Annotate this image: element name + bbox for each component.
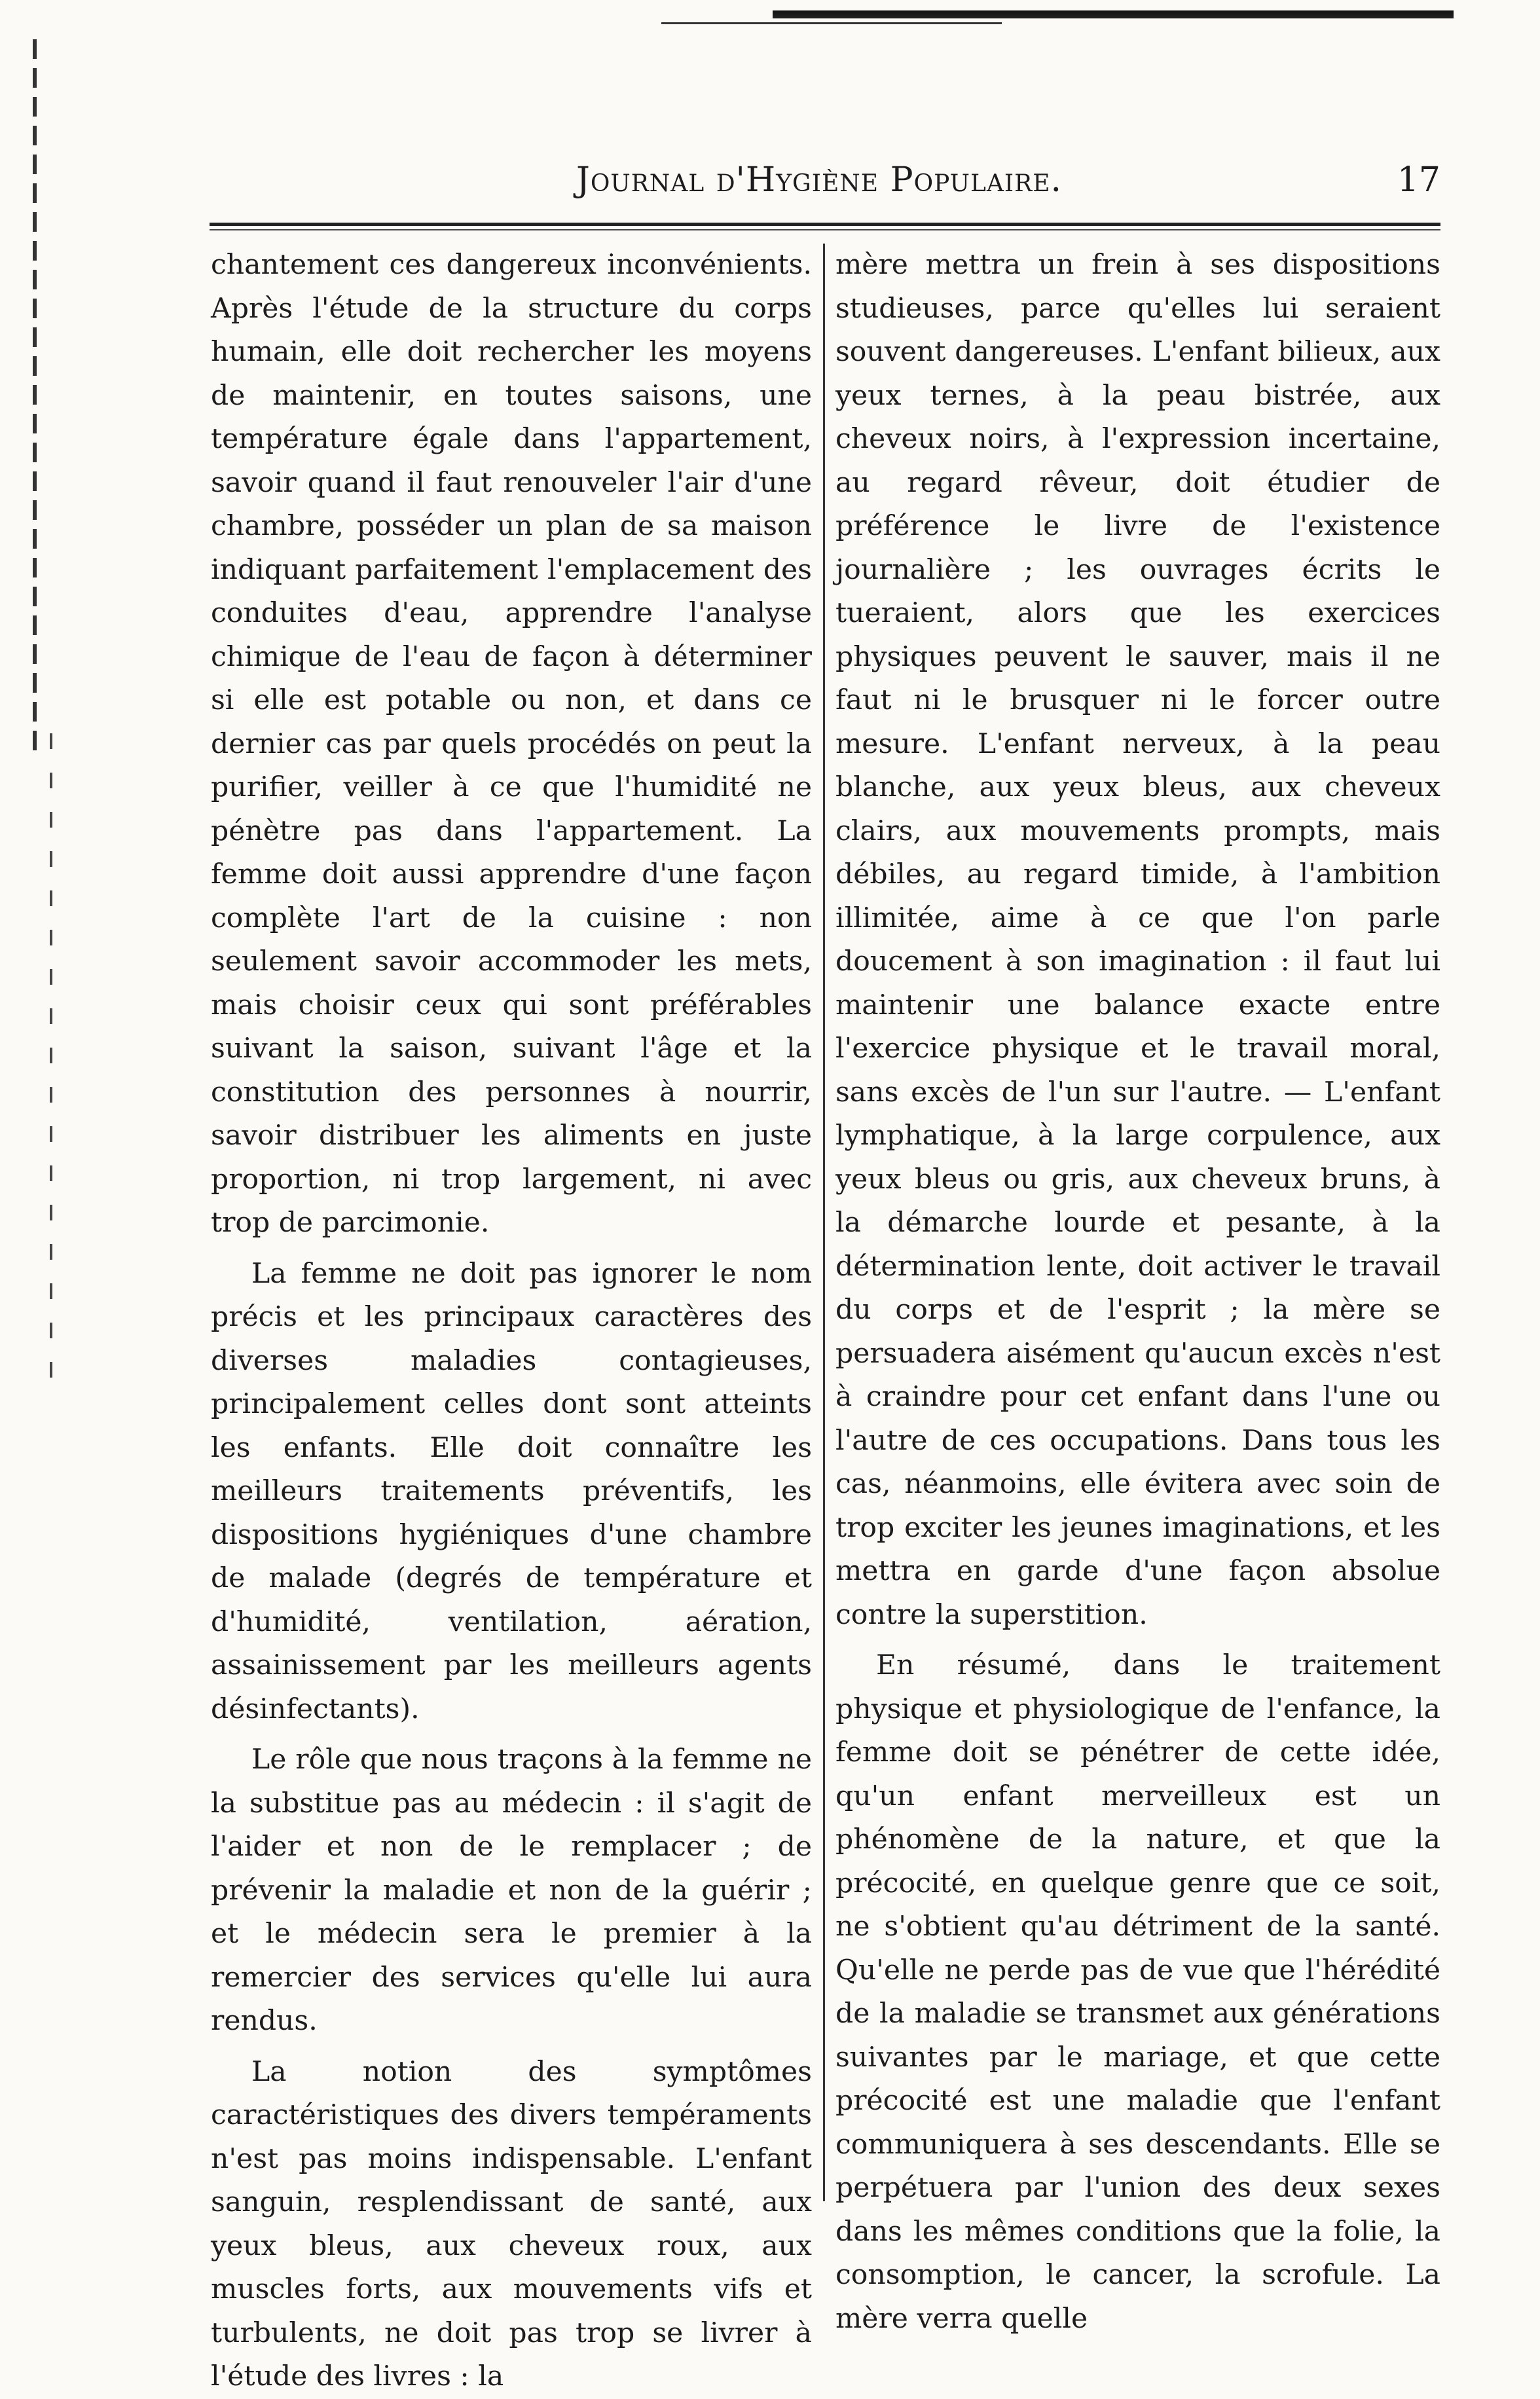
top-edge-thin-rule [661,22,1002,24]
left-binding-marks [33,39,37,760]
header-rule-thin [210,229,1440,230]
paragraph: mère mettra un frein à ses dispositions studieuses, parce qu'elles lui seraient souvent dangereuses. L'enfant bilieux, aux yeux ternes, à la peau bistrée, aux cheveux noirs, à l'expression incertaine, au regard rêveur, doit étudier de préférence le livre de l'existence journalière ; les ouvrages écrits le tueraient, alors que les exercices physiques peuvent le sauver, mais il ne faut ni le brusquer ni le forcer outre mesure. L'enfant nerveux, à la peau blanche, aux yeux bleus, aux cheveux clairs, aux mouvements prompts, mais débiles, au regard timide, à l'ambition illimitée, aime à ce que l'on parle doucement à son imagination : il faut lui maintenir une balance exacte entre l'exercice physique et le travail moral, sans excès de l'un sur l'autre. — L'enfant lymphatique, à la large corpulence, aux yeux bleus ou gris, aux cheveux bruns, à la démarche lourde et pesante, à la détermination lente, doit activer le travail du corps et de l'esprit ; la mère se persuadera aisément qu'aucun excès n'est à craindre pour cet enfant dans l'une ou l'autre de ces occupations. Dans tous les cas, néanmoins, elle évitera avec soin de trop exciter les jeunes imaginations, et les mettra en garde d'une façon absolue contre la superstition. [835,249,1440,1631]
paragraph: chantement ces dangereux inconvénients. Après l'étude de la structure du corps humain, elle doit rechercher les moyens de maintenir, en toutes saisons, une température égale dans l'appartement, savoir quand il faut renouveler l'air d'une chambre, posséder un plan de sa maison indiquant parfaitement l'emplacement des conduites d'eau, apprendre l'analyse chimique de l'eau de façon à déterminer si elle est potable ou non, et dans ce dernier cas par quels procédés on peut la purifier, veiller à ce que l'humidité ne pénètre pas dans l'appartement. La femme doit aussi apprendre d'une façon complète l'art de la cuisine : non seulement savoir accommoder les mets, mais choisir ceux qui sont préférables suivant la saison, suivant l'âge et la constitution des personnes à nourrir, savoir distribuer les aliments en juste proportion, ni trop largement, ni avec trop de parcimonie. [211,249,812,1239]
column-divider [823,244,825,2201]
left-column [211,244,812,2392]
page-header [210,160,1440,213]
paragraph: La femme ne doit pas ignorer le nom précis et les principaux caractères des diverses maladies contagieuses, principalement celles dont sont atteints les enfants. Elle doit connaître les meilleurs traitements préventifs, les dispositions hygiéniques d'une chambre de malade (degrés de température et d'humidité, ventilation, aération, assainissement par les meilleurs agents désinfectants). [211,1257,812,1725]
paragraph: En résumé, dans le traitement physique et physiologique de l'enfance, la femme doit se pénétrer de cette idée, qu'un enfant merveilleux est un phénomène de la nature, et que la précocité, en quelque genre que ce soit, ne s'obtient qu'au détriment de la santé. Qu'elle ne perde pas de vue que l'hérédité de la maladie se transmet aux générations suivantes par le mariage, et que cette précocité est une maladie que l'enfant communiquera à ses descendants. Elle se perpétuera par l'union des deux sexes dans les mêmes conditions que la folie, la consomption, le cancer, la scrofule. La mère verra quelle [835,1649,1440,2335]
running-title: Journal d'Hygiène Populaire. [576,160,1063,200]
left-binding-marks-lower [50,733,52,1388]
header-rule [210,223,1440,226]
paragraph: Le rôle que nous traçons à la femme ne la substitue pas au médecin : il s'agit de l'aider et non de le remplacer ; de prévenir la maladie et non de la guérir ; et le médecin sera le premier à la remercier des services qu'elle lui aura rendus. [211,1744,812,2037]
page-number: 17 [1397,160,1440,200]
right-column [835,244,1440,2335]
paragraph: La notion des symptômes caractéristiques des divers tempéraments n'est pas moins indispensable. L'enfant sanguin, resplendissant de santé, aux yeux bleus, aux cheveux roux, aux muscles forts, aux mouvements vifs et turbulents, ne doit pas trop se livrer à l'étude des livres : la [211,2055,812,2392]
